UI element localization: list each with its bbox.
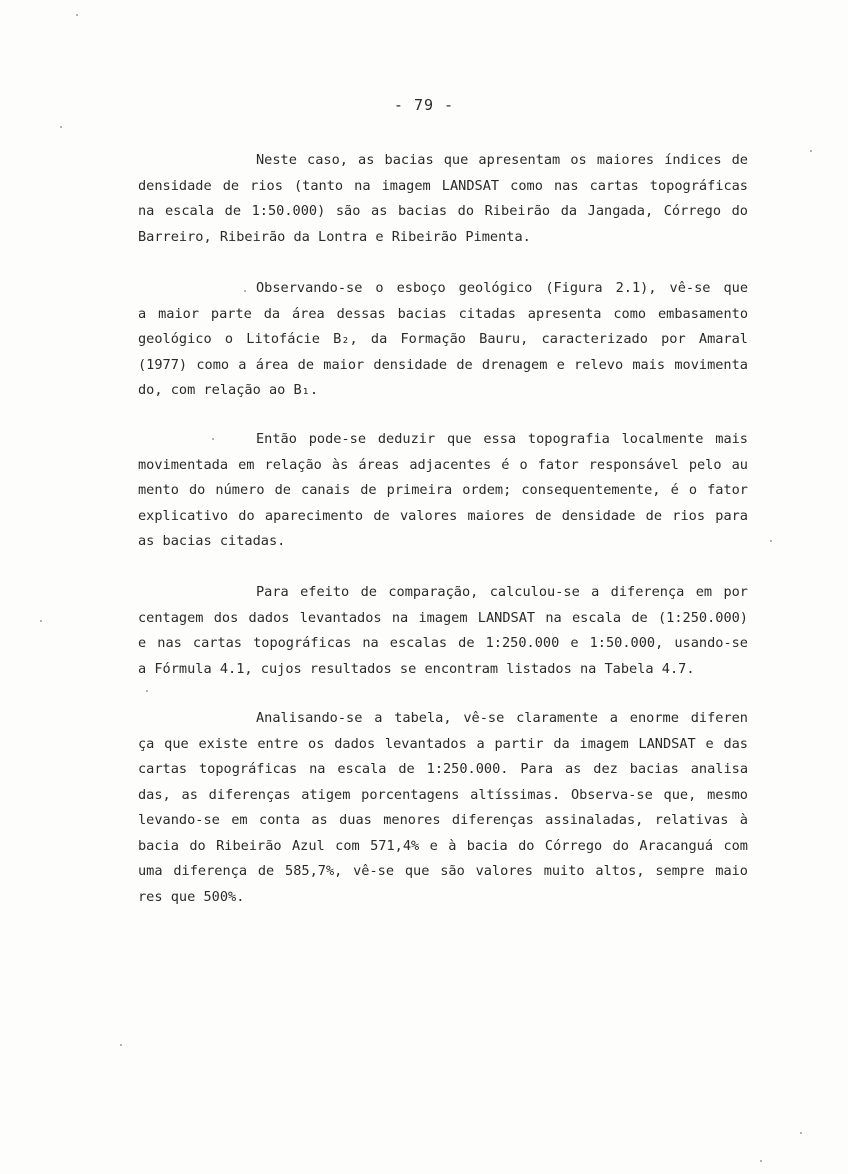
text-line: das, as diferenças atigem porcentagens altíssimas. Observa-se que, mesmo xyxy=(138,786,748,803)
text-line: levando-se em conta as duas menores diferenças assinaladas, relativas à xyxy=(138,812,748,828)
page-number: - 79 - xyxy=(393,96,455,114)
scan-speck xyxy=(76,14,78,16)
scan-speck xyxy=(120,1044,122,1046)
scan-speck xyxy=(810,150,812,152)
text-line: Barreiro, Ribeirão da Lontra e Ribeirão Pimenta. xyxy=(138,228,531,245)
text-line: cartas topográficas na escala de 1:250.000. Para as dez bacias analisa xyxy=(138,761,748,777)
text-line: e nas cartas topográficas na escalas de 1:250.000 e 1:50.000, usando-se xyxy=(138,635,748,651)
text-line: a maior parte da área dessas bacias citadas apresenta como embasamento xyxy=(138,305,748,322)
text-line: geológico o Litofácie B₂, da Formação Bauru, caracterizado por Amaral xyxy=(138,331,748,347)
text-line: as bacias citadas. xyxy=(138,533,286,549)
text-line: ça que existe entre os dados levantados a partir da imagem LANDSAT e das xyxy=(138,735,748,752)
paragraph-3 xyxy=(138,427,748,555)
scan-speck xyxy=(60,126,62,128)
text-line: Para efeito de comparação, calculou-se a diferença em por xyxy=(256,584,748,600)
text-line: explicativo do aparecimento de valores maiores de densidade de rios para xyxy=(138,507,748,524)
text-line: a Fórmula 4.1, cujos resultados se encontram listados na Tabela 4.7. xyxy=(138,660,695,677)
text-line: (1977) como a área de maior densidade de drenagem e relevo mais movimenta xyxy=(138,356,748,373)
scan-speck xyxy=(212,438,214,440)
text-line: mento do número de canais de primeira ordem; consequentemente, é o fator xyxy=(138,482,748,498)
text-line: bacia do Ribeirão Azul com 571,4% e à bacia do Córrego do Aracanguá com xyxy=(138,837,748,854)
paragraph-5 xyxy=(138,706,748,910)
text-line: densidade de rios (tanto na imagem LANDSAT como nas cartas topográficas xyxy=(138,177,748,194)
scan-speck xyxy=(770,540,772,542)
text-line: movimentada em relação às áreas adjacentes é o fator responsável pelo au xyxy=(138,456,748,473)
scan-speck xyxy=(146,690,148,692)
paragraph-4 xyxy=(138,580,748,682)
scan-speck xyxy=(800,1132,802,1134)
text-line: centagem dos dados levantados na imagem LANDSAT na escala de (1:250.000) xyxy=(138,609,748,626)
scan-speck xyxy=(244,290,246,292)
paragraph-2 xyxy=(138,276,748,404)
text-line: Observando-se o esboço geológico (Figura 2.1), vê-se que xyxy=(256,280,748,296)
text-line: res que 500%. xyxy=(138,888,245,905)
text-line: do, com relação ao B₁. xyxy=(138,382,319,398)
text-line: uma diferença de 585,7%, vê-se que são valores muito altos, sempre maio xyxy=(138,863,748,879)
scan-speck xyxy=(40,620,42,622)
text-line: Neste caso, as bacias que apresentam os maiores índices de xyxy=(256,152,748,168)
paragraph-1 xyxy=(138,148,748,250)
scan-speck xyxy=(760,1160,762,1162)
text-line: na escala de 1:50.000) são as bacias do Ribeirão da Jangada, Córrego do xyxy=(138,203,748,219)
text-line: Então pode-se deduzir que essa topografia localmente mais xyxy=(256,431,748,447)
text-line: Analisando-se a tabela, vê-se claramente a enorme diferen xyxy=(256,710,748,726)
